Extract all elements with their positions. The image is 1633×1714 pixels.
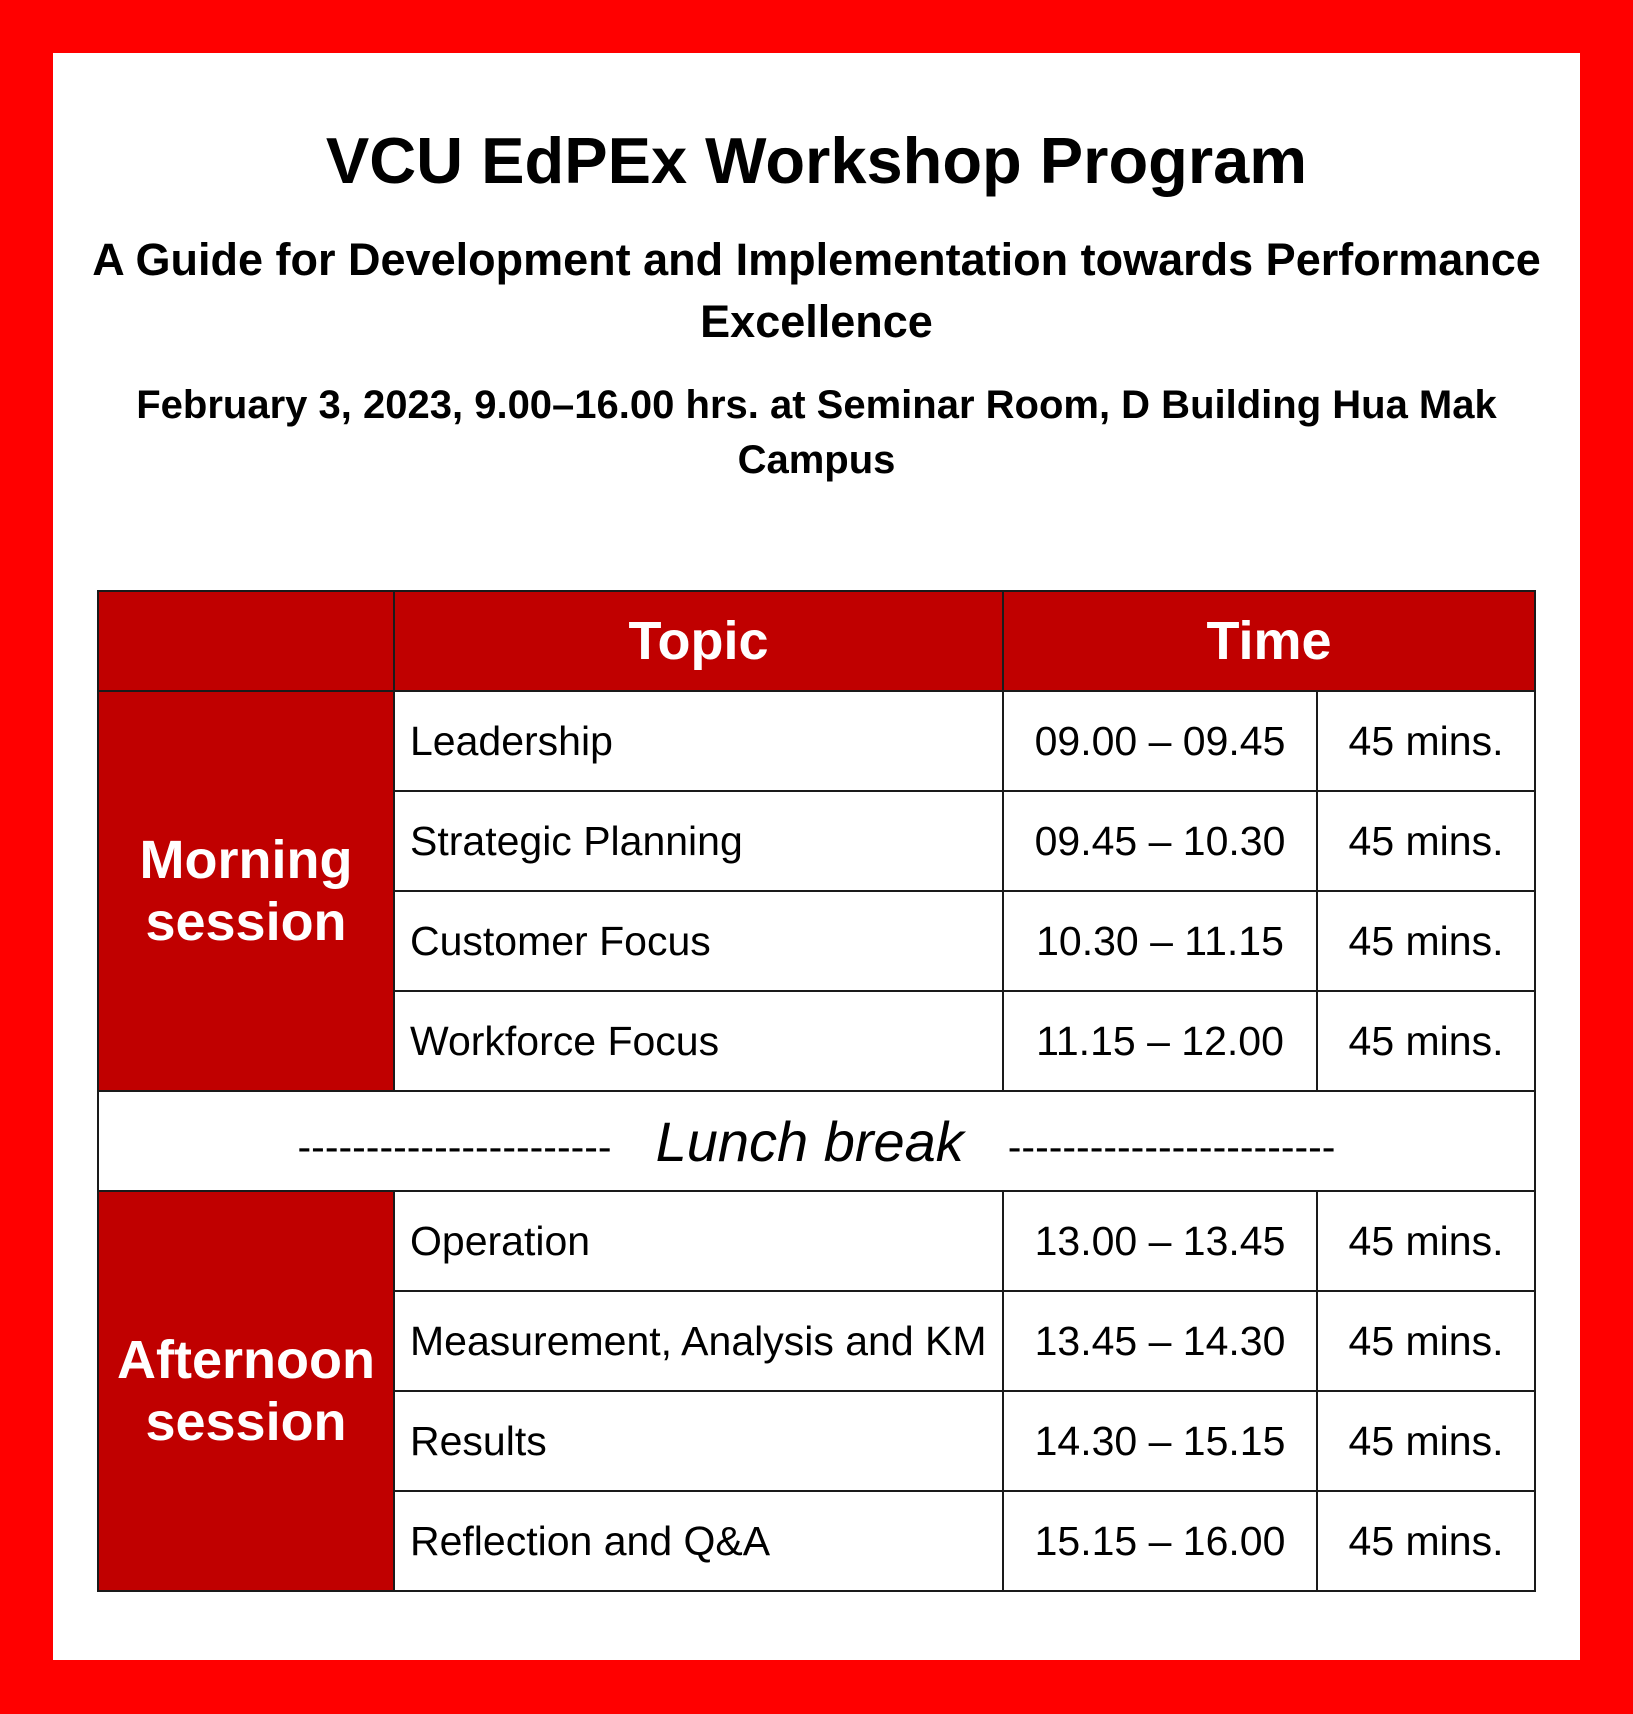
time-range-cell: 15.15 – 16.00 (1003, 1491, 1317, 1591)
duration-cell: 45 mins. (1317, 1191, 1535, 1291)
table-row (98, 1191, 1535, 1291)
duration-cell: 45 mins. (1317, 791, 1535, 891)
duration-cell: 45 mins. (1317, 691, 1535, 791)
time-range-cell: 09.00 – 09.45 (1003, 691, 1317, 791)
time-range-cell: 13.00 – 13.45 (1003, 1191, 1317, 1291)
table-header-row (98, 591, 1535, 691)
column-header-time: Time (1003, 591, 1535, 691)
duration-cell: 45 mins. (1317, 1291, 1535, 1391)
header-blank-cell (98, 591, 394, 691)
lunch-break-label: Lunch break (655, 1109, 964, 1173)
lunch-break-row (98, 1091, 1535, 1191)
duration-cell: 45 mins. (1317, 991, 1535, 1091)
time-range-cell: 14.30 – 15.15 (1003, 1391, 1317, 1491)
event-date-location: February 3, 2023, 9.00–16.00 hrs. at Seminar Room, D Building Hua Mak Campus (136, 383, 1497, 482)
duration-cell: 45 mins. (1317, 1391, 1535, 1491)
duration-cell: 45 mins. (1317, 1491, 1535, 1591)
topic-cell: Operation (394, 1191, 1003, 1291)
time-range-cell: 10.30 – 11.15 (1003, 891, 1317, 991)
topic-cell: Leadership (394, 691, 1003, 791)
topic-cell: Measurement, Analysis and KM (394, 1291, 1003, 1391)
duration-cell: 45 mins. (1317, 891, 1535, 991)
topic-cell: Results (394, 1391, 1003, 1491)
time-range-cell: 13.45 – 14.30 (1003, 1291, 1317, 1391)
page-title: VCU EdPEx Workshop Program (325, 124, 1308, 197)
topic-cell: Strategic Planning (394, 791, 1003, 891)
topic-cell: Workforce Focus (394, 991, 1003, 1091)
table-row (98, 691, 1535, 791)
lunch-break-cell (98, 1091, 1535, 1191)
program-table (97, 590, 1536, 1592)
topic-cell: Reflection and Q&A (394, 1491, 1003, 1591)
column-header-topic: Topic (394, 591, 1003, 691)
time-range-cell: 09.45 – 10.30 (1003, 791, 1317, 891)
time-range-cell: 11.15 – 12.00 (1003, 991, 1317, 1091)
morning-session-label: Morning session (98, 691, 394, 1091)
afternoon-session-label: Afternoon session (98, 1191, 394, 1591)
topic-cell: Customer Focus (394, 891, 1003, 991)
page-subtitle: A Guide for Development and Implementation towards Performance Excellence (92, 234, 1541, 347)
lunch-right-divider: ------------------------ (1007, 1123, 1336, 1170)
lunch-left-divider: ----------------------- (297, 1123, 612, 1170)
